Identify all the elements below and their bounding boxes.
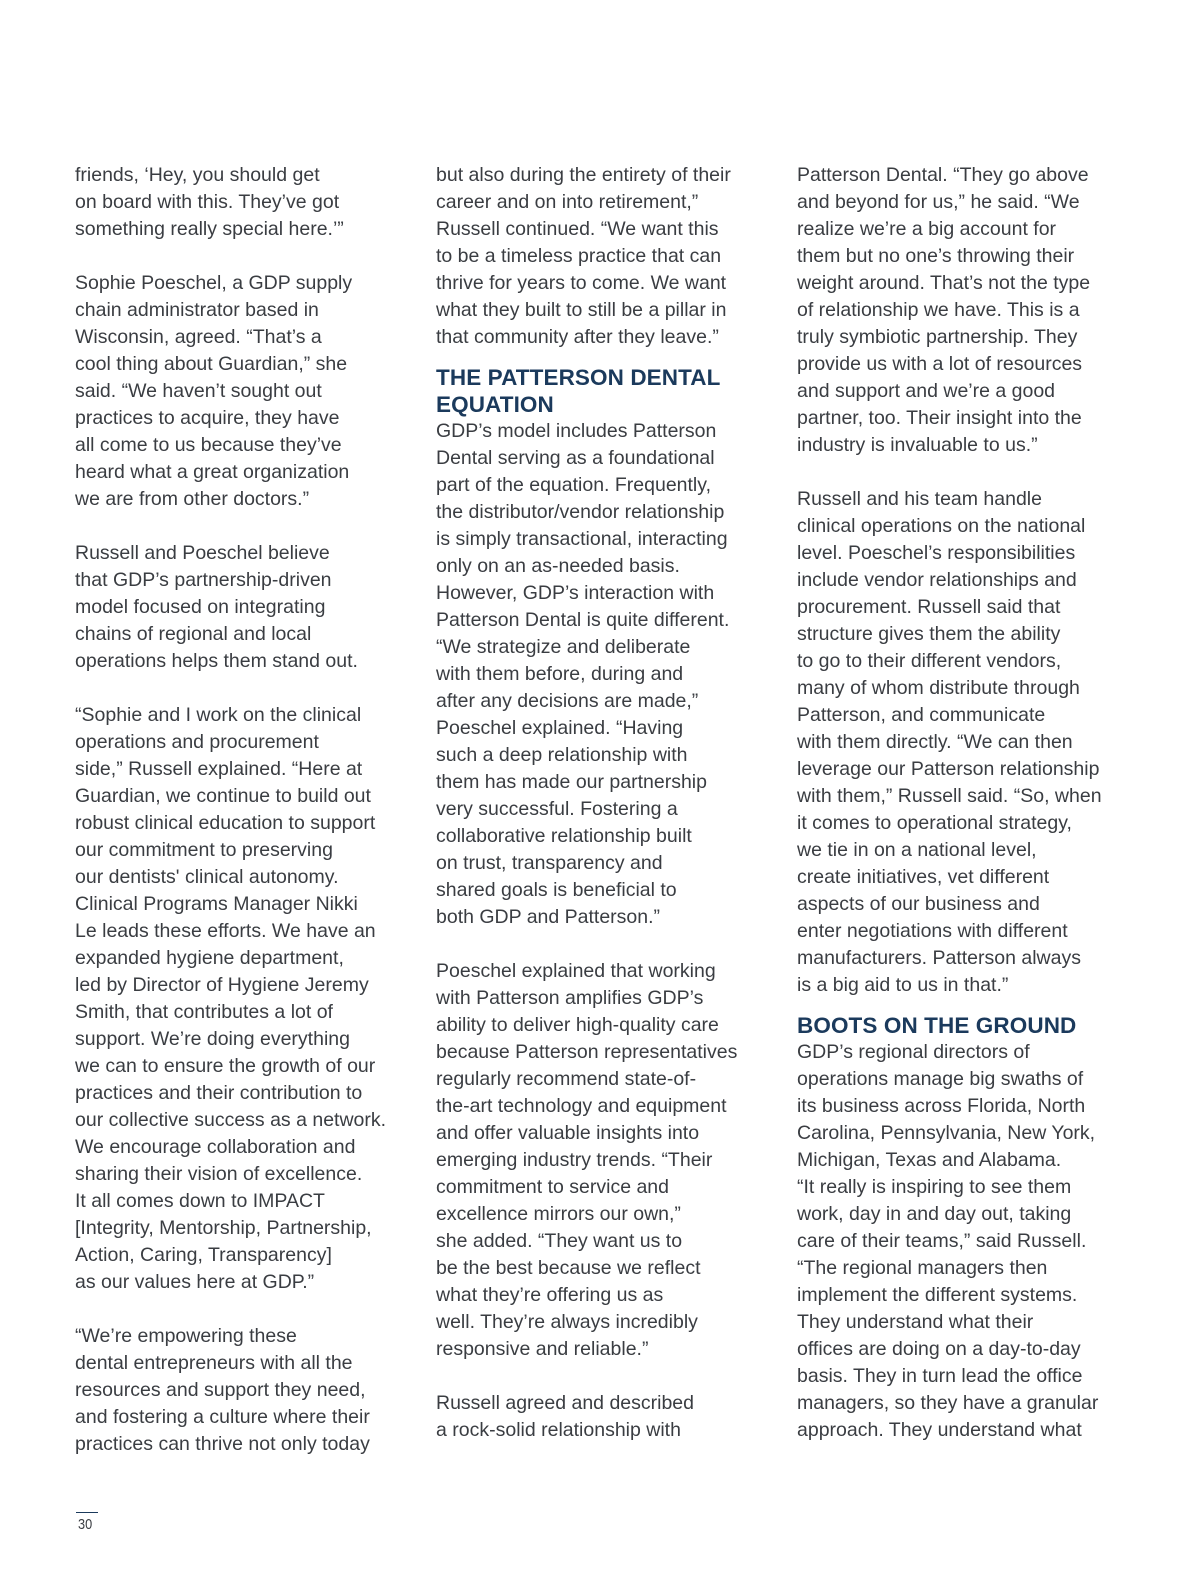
text-line: to go to their different vendors, (797, 650, 1062, 672)
article-column-3 (797, 162, 1142, 1444)
text-line: They understand what their (797, 1311, 1034, 1333)
text-line: [Integrity, Mentorship, Partnership, (75, 1217, 372, 1239)
text-line: realize we’re a big account for (797, 218, 1057, 240)
text-line: Russell and Poeschel believe (75, 542, 330, 564)
text-line: care of their teams,” said Russell. (797, 1230, 1087, 1252)
text-line: Poeschel explained that working (436, 960, 716, 982)
text-line: It all comes down to IMPACT (75, 1190, 325, 1212)
text-line: what they built to still be a pillar in (436, 299, 727, 321)
paragraph-gap (436, 1363, 781, 1390)
text-line: dental entrepreneurs with all the (75, 1352, 353, 1374)
text-line: very successful. Fostering a (436, 798, 678, 820)
text-line: Le leads these efforts. We have an (75, 920, 376, 942)
text-line: “We’re empowering these (75, 1325, 297, 1347)
text-line: basis. They in turn lead the office (797, 1365, 1083, 1387)
text-line: “The regional managers then (797, 1257, 1048, 1279)
heading-line: BOOTS ON THE GROUND (797, 1013, 1077, 1038)
text-line: operations helps them stand out. (75, 650, 358, 672)
text-line: model focused on integrating (75, 596, 326, 618)
text-line: manufacturers. Patterson always (797, 947, 1081, 969)
text-line: We encourage collaboration and (75, 1136, 356, 1158)
text-line: to be a timeless practice that can (436, 245, 722, 267)
text-line: and offer valuable insights into (436, 1122, 700, 1144)
text-line: responsive and reliable.” (436, 1338, 649, 1360)
text-line: work, day in and day out, taking (797, 1203, 1072, 1225)
text-line: after any decisions are made,” (436, 690, 699, 712)
text-line: them but no one’s throwing their (797, 245, 1075, 267)
text-line: our commitment to preserving (75, 839, 333, 861)
text-line: our collective success as a network. (75, 1109, 387, 1131)
text-line: offices are doing on a day-to-day (797, 1338, 1081, 1360)
text-line: procurement. Russell said that (797, 596, 1061, 618)
text-line: with them before, during and (436, 663, 684, 685)
text-line: emerging industry trends. “Their (436, 1149, 713, 1171)
paragraph (436, 418, 781, 931)
text-line: enter negotiations with different (797, 920, 1068, 942)
text-line: practices can thrive not only today (75, 1433, 370, 1455)
text-line: side,” Russell explained. “Here at (75, 758, 363, 780)
text-line: regularly recommend state-of- (436, 1068, 697, 1090)
text-line: all come to us because they’ve (75, 434, 342, 456)
paragraph (75, 702, 420, 1296)
text-line: we can to ensure the growth of our (75, 1055, 376, 1077)
text-line: because Patterson representatives (436, 1041, 738, 1063)
text-line: we tie in on a national level, (797, 839, 1037, 861)
heading-line: THE PATTERSON DENTAL (436, 365, 721, 390)
text-line: chain administrator based in (75, 299, 319, 321)
text-line: practices and their contribution to (75, 1082, 363, 1104)
text-line: structure gives them the ability (797, 623, 1061, 645)
text-line: but also during the entirety of their (436, 164, 731, 186)
text-line: career and on into retirement,” (436, 191, 699, 213)
text-line: implement the different systems. (797, 1284, 1078, 1306)
paragraph (75, 1323, 420, 1458)
text-line: that community after they leave.” (436, 326, 719, 348)
text-line: Patterson Dental is quite different. (436, 609, 730, 631)
paragraph-gap (436, 931, 781, 958)
text-line: them has made our partnership (436, 771, 707, 793)
text-line: and support and we’re a good (797, 380, 1056, 402)
article-column-2 (436, 162, 781, 1444)
paragraph (797, 1039, 1142, 1444)
heading-line: EQUATION (436, 392, 554, 417)
text-line: clinical operations on the national (797, 515, 1086, 537)
text-line: Smith, that contributes a lot of (75, 1001, 333, 1023)
text-line: robust clinical education to support (75, 812, 376, 834)
paragraph (75, 540, 420, 675)
text-line: is a big aid to us in that.” (797, 974, 1009, 996)
text-line: “Sophie and I work on the clinical (75, 704, 362, 726)
paragraph (436, 958, 781, 1363)
text-line: ability to deliver high-quality care (436, 1014, 719, 1036)
text-line: is simply transactional, interacting (436, 528, 728, 550)
text-line: said. “We haven’t sought out (75, 380, 322, 402)
text-line: with them,” Russell said. “So, when (797, 785, 1102, 807)
text-line: sharing their vision of excellence. (75, 1163, 363, 1185)
paragraph-gap (75, 675, 420, 702)
text-line: part of the equation. Frequently, (436, 474, 711, 496)
paragraph (75, 270, 420, 513)
text-line: operations and procurement (75, 731, 319, 753)
text-line: Sophie Poeschel, a GDP supply (75, 272, 353, 294)
text-line: Russell agreed and described (436, 1392, 694, 1414)
text-line: be the best because we reflect (436, 1257, 701, 1279)
text-line: our dentists' clinical autonomy. (75, 866, 339, 888)
paragraph-gap (75, 513, 420, 540)
text-line: Action, Caring, Transparency] (75, 1244, 332, 1266)
text-line: friends, ‘Hey, you should get (75, 164, 320, 186)
text-line: a rock-solid relationship with (436, 1419, 681, 1441)
text-line: chains of regional and local (75, 623, 312, 645)
text-line: practices to acquire, they have (75, 407, 340, 429)
text-line: heard what a great organization (75, 461, 350, 483)
text-line: “It really is inspiring to see them (797, 1176, 1072, 1198)
text-line: Wisconsin, agreed. “That’s a (75, 326, 322, 348)
text-line: led by Director of Hygiene Jeremy (75, 974, 369, 996)
text-line: we are from other doctors.” (75, 488, 310, 510)
text-line: However, GDP’s interaction with (436, 582, 715, 604)
text-line: GDP’s model includes Patterson (436, 420, 717, 442)
paragraph (436, 1390, 781, 1444)
text-line: excellence mirrors our own,” (436, 1203, 681, 1225)
text-line: well. They’re always incredibly (436, 1311, 698, 1333)
text-line: with them directly. “We can then (797, 731, 1073, 753)
text-line: thrive for years to come. We want (436, 272, 727, 294)
text-line: operations manage big swaths of (797, 1068, 1084, 1090)
paragraph (797, 162, 1142, 459)
text-line: expanded hygiene department, (75, 947, 344, 969)
page-number-rule (76, 1512, 98, 1513)
text-line: create initiatives, vet different (797, 866, 1050, 888)
section-heading-boots-on-the-ground (797, 1012, 1142, 1039)
text-line: many of whom distribute through (797, 677, 1080, 699)
text-line: with Patterson amplifies GDP’s (436, 987, 704, 1009)
text-line: GDP’s regional directors of (797, 1041, 1030, 1063)
text-line: provide us with a lot of resources (797, 353, 1083, 375)
text-line: aspects of our business and (797, 893, 1040, 915)
text-line: support. We’re doing everything (75, 1028, 350, 1050)
text-line: Russell and his team handle (797, 488, 1042, 510)
text-line: Michigan, Texas and Alabama. (797, 1149, 1062, 1171)
text-line: something really special here.’” (75, 218, 344, 240)
text-line: such a deep relationship with (436, 744, 688, 766)
text-line: Russell continued. “We want this (436, 218, 719, 240)
text-line: only on an as-needed basis. (436, 555, 680, 577)
text-line: include vendor relationships and (797, 569, 1077, 591)
text-line: commitment to service and (436, 1176, 670, 1198)
text-line: on trust, transparency and (436, 852, 663, 874)
text-line: “We strategize and deliberate (436, 636, 691, 658)
text-line: Dental serving as a foundational (436, 447, 715, 469)
text-line: Patterson Dental. “They go above (797, 164, 1089, 186)
paragraph (436, 162, 781, 351)
text-line: Carolina, Pennsylvania, New York, (797, 1122, 1096, 1144)
text-line: it comes to operational strategy, (797, 812, 1072, 834)
text-line: as our values here at GDP.” (75, 1271, 315, 1293)
paragraph (797, 486, 1142, 999)
article-column-1 (75, 162, 420, 1458)
text-line: managers, so they have a granular (797, 1392, 1099, 1414)
text-line: Patterson, and communicate (797, 704, 1046, 726)
text-line: resources and support they need, (75, 1379, 366, 1401)
text-line: the distributor/vendor relationship (436, 501, 725, 523)
text-line: cool thing about Guardian,” she (75, 353, 348, 375)
paragraph-gap (75, 243, 420, 270)
text-line: what they’re offering us as (436, 1284, 664, 1306)
text-line: industry is invaluable to us.” (797, 434, 1038, 456)
section-heading-patterson-dental-equation (436, 364, 781, 418)
text-line: level. Poeschel’s responsibilities (797, 542, 1076, 564)
text-line: shared goals is beneficial to (436, 879, 677, 901)
text-line: that GDP’s partnership-driven (75, 569, 332, 591)
text-line: leverage our Patterson relationship (797, 758, 1100, 780)
text-line: both GDP and Patterson.” (436, 906, 661, 928)
paragraph-gap (75, 1296, 420, 1323)
page-number: 30 (78, 1516, 93, 1533)
text-line: approach. They understand what (797, 1419, 1082, 1441)
text-line: she added. “They want us to (436, 1230, 683, 1252)
text-line: Poeschel explained. “Having (436, 717, 684, 739)
paragraph-gap (797, 459, 1142, 486)
text-line: on board with this. They’ve got (75, 191, 340, 213)
text-line: weight around. That’s not the type (797, 272, 1091, 294)
text-line: and beyond for us,” he said. “We (797, 191, 1080, 213)
text-line: collaborative relationship built (436, 825, 692, 847)
text-line: Guardian, we continue to build out (75, 785, 371, 807)
text-line: Clinical Programs Manager Nikki (75, 893, 358, 915)
paragraph (75, 162, 420, 243)
text-line: partner, too. Their insight into the (797, 407, 1082, 429)
text-line: its business across Florida, North (797, 1095, 1086, 1117)
text-line: of relationship we have. This is a (797, 299, 1080, 321)
text-line: and fostering a culture where their (75, 1406, 370, 1428)
text-line: the-art technology and equipment (436, 1095, 727, 1117)
text-line: truly symbiotic partnership. They (797, 326, 1078, 348)
